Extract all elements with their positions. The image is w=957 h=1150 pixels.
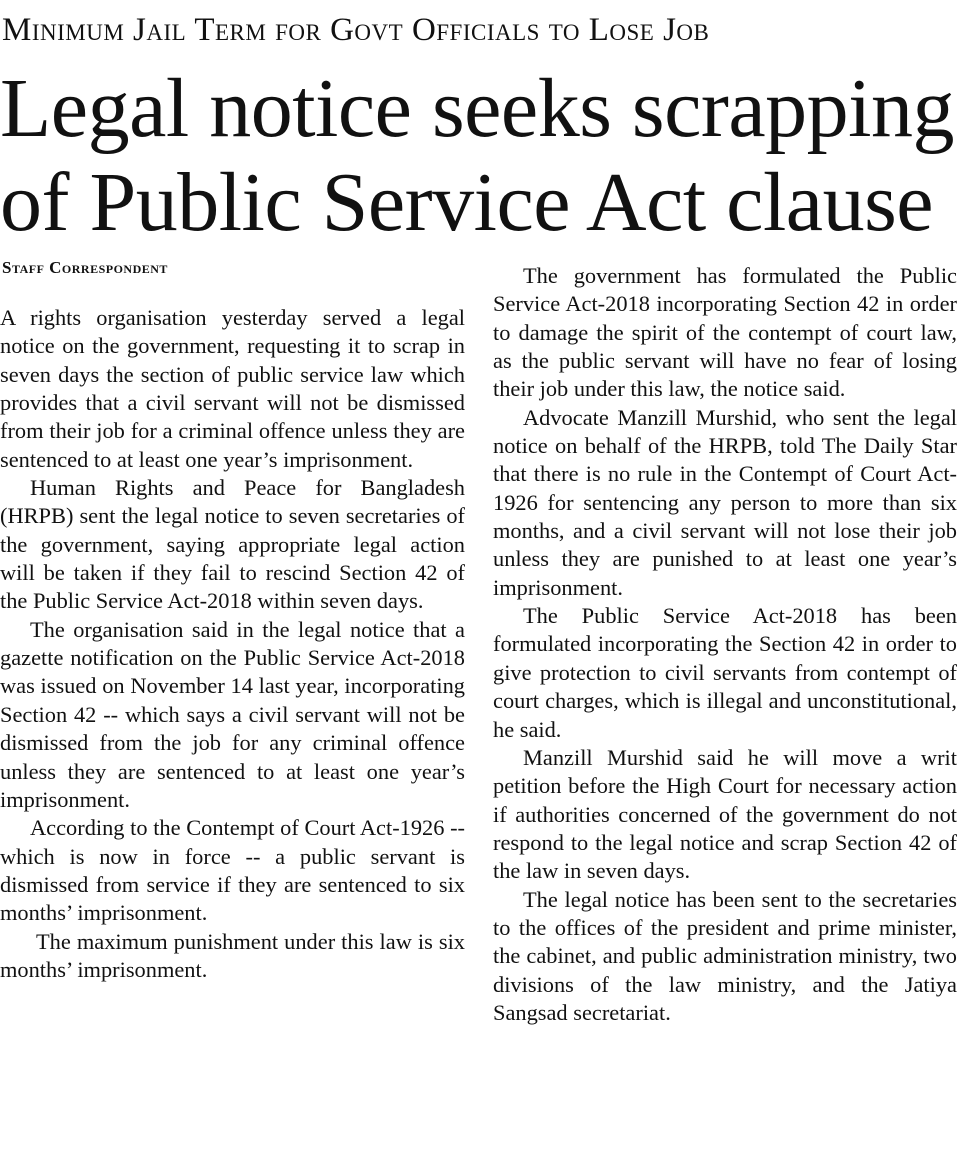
body-paragraph: The organisation said in the legal notice that a gazette notification on the Public Service Act-2018 was issued on November 14 last year, incorporating Section 42 -- which says a civil servant will not be dismissed from the job for any criminal offence unless they are sentenced to at least one year’s imprisonment. xyxy=(0,616,465,812)
body-paragraph: Advocate Manzill Murshid, who sent the legal notice on behalf of the HRPB, told The Daily Star that there is no rule in the Contempt of Court Act-1926 for sentencing any person to more than six months, and a civil servant will not lose their job unless they are punished to at least one year’s imprisonment. xyxy=(493,404,957,600)
headline: Legal notice seeks scrapping of Public Service Act clause xyxy=(0,62,954,249)
body-paragraph: According to the Contempt of Court Act-1926 -- which is now in force -- a public servant is dismissed from service if they are sentenced to six months’ imprisonment. xyxy=(0,815,465,926)
body-paragraph: The Public Service Act-2018 has been formulated incorporating the Section 42 in order to give protection to civil servants from contempt of court charges, which is illegal and unconstitutional, he said. xyxy=(493,603,957,742)
body-paragraph: The government has formulated the Public Service Act-2018 incorporating Section 42 in order to damage the spirit of the contempt of court law, as the public servant will have no fear of losing their job under this law, the notice said. xyxy=(493,263,957,402)
body-paragraph: Manzill Murshid said he will move a writ petition before the High Court for necessary action if authorities concerned of the government do not respond to the legal notice and scrap Section 42 of the law in seven days. xyxy=(493,744,957,884)
body-paragraph: The legal notice has been sent to the secretaries to the offices of the president and prime minister, the cabinet, and public administration ministry, two divisions of the law ministry, and the Jatiya Sangsad secretariat. xyxy=(493,886,957,1025)
body-paragraph: A rights organisation yesterday served a legal notice on the government, requesting it to scrap in seven days the section of public service law which provides that a civil servant will not be dismissed from their job for a criminal offence unless they are sentenced to at least one year’s imprisonment. xyxy=(0,305,465,472)
kicker: Minimum Jail Term for Govt Officials to Lose Job xyxy=(2,12,710,48)
body-paragraph: Human Rights and Peace for Bangladesh (HRPB) sent the legal notice to seven secretaries of the government, saying appropriate legal action will be taken if they fail to rescind Section 42 of the Public Service Act-2018 within seven days. xyxy=(0,475,465,614)
article-column-right xyxy=(493,262,957,1027)
body-paragraph: The maximum punishment under this law is six months’ imprisonment. xyxy=(0,928,465,982)
byline: Staff Correspondent xyxy=(2,258,168,277)
article-column-left xyxy=(0,304,465,984)
